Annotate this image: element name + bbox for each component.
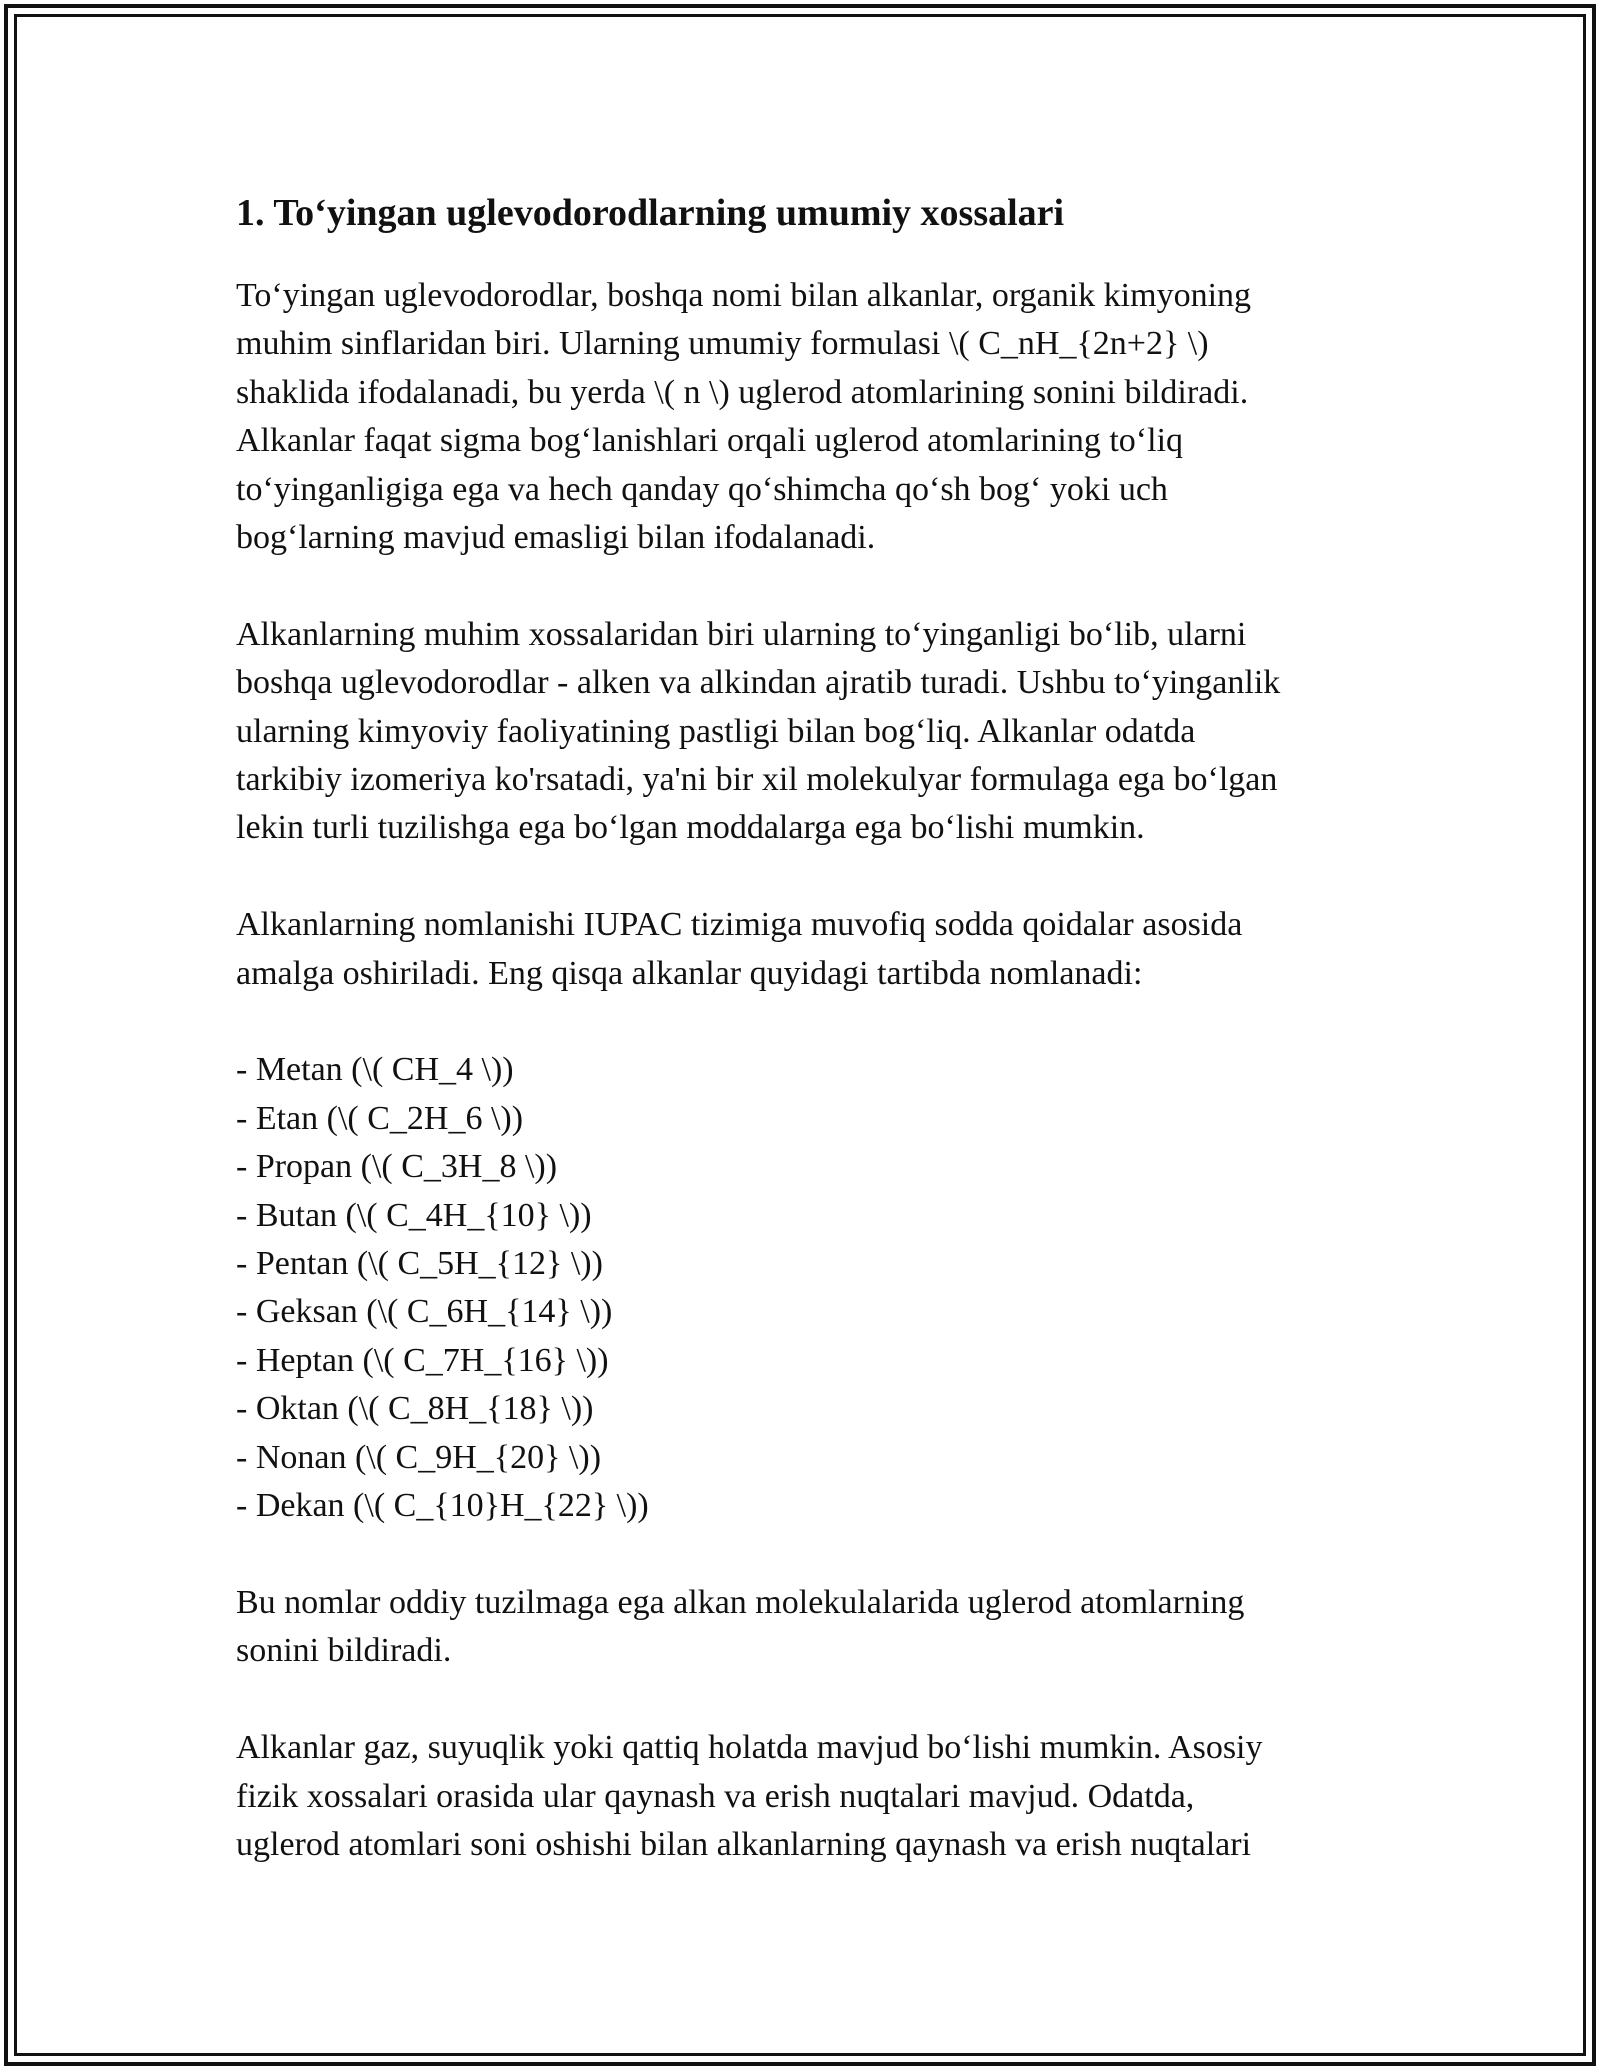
text-line: amalga oshiriladi. Eng qisqa alkanlar quyidagi tartibda nomlanadi: bbox=[236, 954, 1143, 992]
paragraph-physical-properties bbox=[236, 1724, 1376, 1869]
text-line: lekin turli tuzilishga ega bo‘lgan moddalarga ega bo‘lishi mumkin. bbox=[236, 809, 1145, 847]
text-line: Alkanlar gaz, suyuqlik yoki qattiq holatda mavjud bo‘lishi mumkin. Asosiy bbox=[236, 1729, 1263, 1767]
document-body bbox=[236, 186, 1376, 1869]
text-line: Alkanlarning nomlanishi IUPAC tizimiga muvofiq sodda qoidalar asosida bbox=[236, 906, 1243, 944]
paragraph-intro bbox=[236, 272, 1376, 562]
list-item: - Geksan (\( C_6H_{14} \)) bbox=[236, 1293, 613, 1331]
text-line: muhim sinflaridan biri. Ularning umumiy formulasi \( C_nH_{2n+2} \) bbox=[236, 325, 1209, 363]
text-line: shaklida ifodalanadi, bu yerda \( n \) uglerod atomlarining sonini bildiradi. bbox=[236, 373, 1249, 411]
text-line: fizik xossalari orasida ular qaynash va erish nuqtalari mavjud. Odatda, bbox=[236, 1777, 1195, 1815]
text-line: ularning kimyoviy faoliyatining pastligi bilan bog‘liq. Alkanlar odatda bbox=[236, 712, 1196, 750]
text-line: Alkanlarning muhim xossalaridan biri ularning to‘yinganligi bo‘lib, ularni bbox=[236, 615, 1247, 653]
list-item: - Propan (\( C_3H_8 \)) bbox=[236, 1148, 558, 1186]
text-line: bog‘larning mavjud emasligi bilan ifodalanadi. bbox=[236, 519, 876, 557]
text-line: To‘yingan uglevodorodlar, boshqa nomi bilan alkanlar, organik kimyoning bbox=[236, 277, 1252, 314]
text-line: to‘yinganligiga ega va hech qanday qo‘shimcha qo‘sh bog‘ yoki uch bbox=[236, 470, 1168, 508]
paragraph-gap bbox=[236, 1676, 1376, 1724]
list-item: - Etan (\( C_2H_6 \)) bbox=[236, 1099, 524, 1137]
list-item: - Pentan (\( C_5H_{12} \)) bbox=[236, 1245, 603, 1283]
list-item: - Oktan (\( C_8H_{18} \)) bbox=[236, 1390, 594, 1428]
alkane-list bbox=[236, 1046, 1376, 1530]
paragraph-gap bbox=[236, 562, 1376, 610]
paragraph-names-meaning bbox=[236, 1579, 1376, 1676]
list-item: - Heptan (\( C_7H_{16} \)) bbox=[236, 1341, 609, 1379]
text-line: uglerod atomlari soni oshishi bilan alkanlarning qaynash va erish nuqtalari bbox=[236, 1825, 1252, 1863]
text-line: boshqa uglevodorodlar - alken va alkindan ajratib turadi. Ushbu to‘yinganlik bbox=[236, 664, 1281, 702]
section-heading: 1. To‘yingan uglevodorodlarning umumiy xossalari bbox=[236, 192, 1065, 234]
text-line: sonini bildiradi. bbox=[236, 1632, 452, 1670]
paragraph-nomenclature bbox=[236, 901, 1376, 998]
list-item: - Metan (\( CH_4 \)) bbox=[236, 1051, 514, 1089]
text-line: Bu nomlar oddiy tuzilmaga ega alkan molekulalarida uglerod atomlarning bbox=[236, 1583, 1245, 1621]
paragraph-gap bbox=[236, 853, 1376, 901]
list-item: - Dekan (\( C_{10}H_{22} \)) bbox=[236, 1487, 649, 1525]
text-line: Alkanlar faqat sigma bog‘lanishlari orqali uglerod atomlarining to‘liq bbox=[236, 422, 1184, 460]
text-line: tarkibiy izomeriya ko'rsatadi, ya'ni bir xil molekulyar formulaga ega bo‘lgan bbox=[236, 761, 1278, 799]
list-item: - Nonan (\( C_9H_{20} \)) bbox=[236, 1438, 602, 1476]
list-item: - Butan (\( C_4H_{10} \)) bbox=[236, 1196, 592, 1234]
paragraph-gap bbox=[236, 1531, 1376, 1579]
paragraph-saturation bbox=[236, 611, 1376, 853]
paragraph-gap bbox=[236, 998, 1376, 1046]
